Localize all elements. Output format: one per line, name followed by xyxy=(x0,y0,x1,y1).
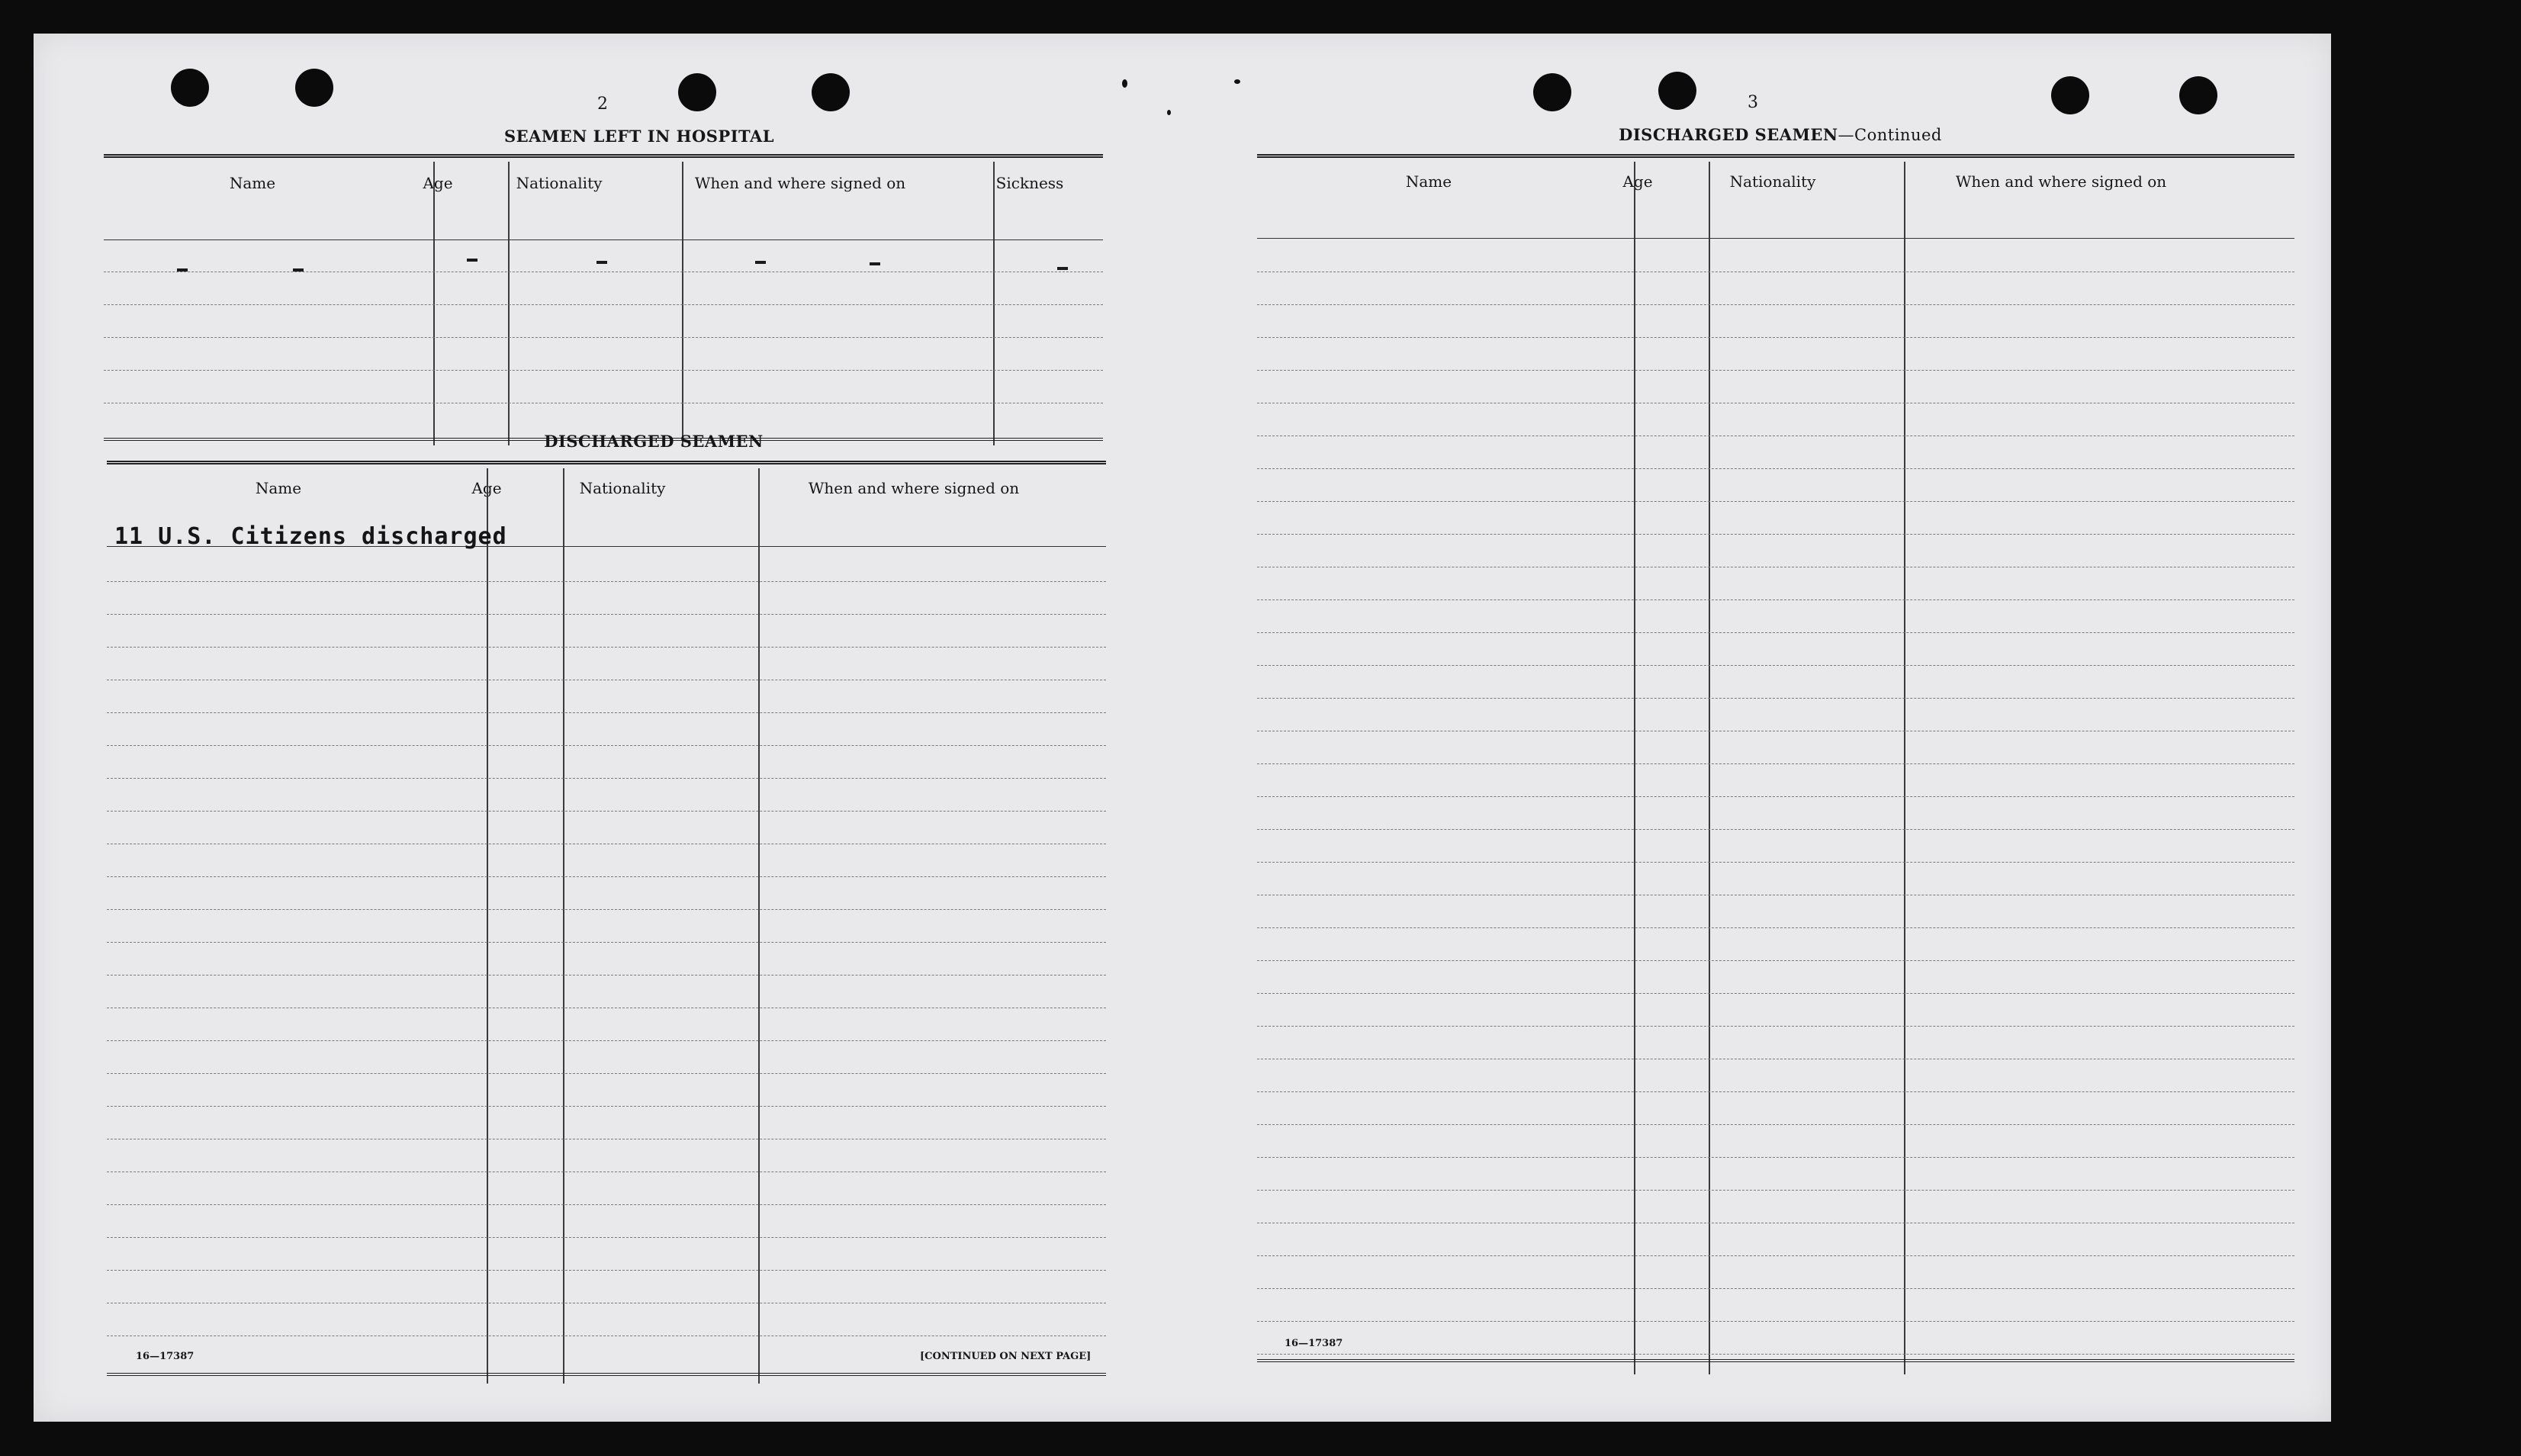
column-divider xyxy=(1634,162,1635,1374)
blank-entry-dash xyxy=(1057,267,1068,270)
punch-hole xyxy=(1658,72,1696,110)
punch-hole xyxy=(171,69,209,107)
punch-hole xyxy=(812,73,850,111)
ink-speck xyxy=(1122,79,1127,88)
table-row xyxy=(104,304,1103,305)
table-row xyxy=(107,647,1106,648)
table-row xyxy=(1257,1026,2294,1027)
table-row xyxy=(104,337,1103,338)
blank-entry-dash xyxy=(870,262,880,265)
table-row xyxy=(107,1040,1106,1041)
table-row xyxy=(1257,534,2294,535)
table-row xyxy=(1257,632,2294,633)
table-row xyxy=(1257,304,2294,305)
hospital-table xyxy=(104,154,1103,444)
punch-hole xyxy=(2051,76,2089,114)
table-row xyxy=(107,876,1106,877)
column-divider xyxy=(758,468,760,1384)
header-rule xyxy=(104,239,1103,240)
table-row xyxy=(1257,698,2294,699)
column-header-name: Name xyxy=(1405,172,1452,191)
document-sheet xyxy=(34,34,2331,1422)
table-row xyxy=(107,942,1106,943)
blank-entry-dash xyxy=(596,261,607,264)
table-row xyxy=(107,1237,1106,1238)
form-number: 16—17387 xyxy=(1285,1338,1343,1349)
column-divider xyxy=(563,468,564,1384)
table-row xyxy=(1257,1354,2294,1355)
blank-entry-dash xyxy=(293,268,304,272)
table-row xyxy=(1257,665,2294,666)
column-header-when-where: When and where signed on xyxy=(694,174,906,192)
discharged-continued-table xyxy=(1257,154,2294,1374)
table-row xyxy=(1257,1157,2294,1158)
discharged-continued-title xyxy=(1567,125,1994,144)
section-title-suffix: —Continued xyxy=(1838,126,1942,144)
table-bottom-rule xyxy=(107,1373,1106,1376)
table-row xyxy=(1257,1091,2294,1092)
table-row xyxy=(107,1204,1106,1205)
continued-note: [CONTINUED ON NEXT PAGE] xyxy=(920,1351,1092,1362)
column-header-name: Name xyxy=(255,479,302,497)
column-divider xyxy=(1904,162,1905,1374)
column-divider xyxy=(487,468,488,1384)
ink-speck xyxy=(1167,110,1171,115)
table-row xyxy=(1257,1288,2294,1289)
table-row xyxy=(107,811,1106,812)
typed-entry: 11 U.S. Citizens discharged xyxy=(114,523,507,550)
punch-hole xyxy=(295,69,333,107)
table-row xyxy=(107,909,1106,910)
table-row xyxy=(1257,1190,2294,1191)
table-row xyxy=(1257,599,2294,600)
table-bottom-rule xyxy=(1257,1359,2294,1362)
table-row xyxy=(1257,337,2294,338)
table-top-rule xyxy=(1257,154,2294,158)
discharged-section-title: DISCHARGED SEAMEN xyxy=(544,432,764,451)
ink-speck xyxy=(1234,79,1240,84)
section-title: DISCHARGED SEAMEN xyxy=(1619,125,1838,144)
table-row xyxy=(1257,796,2294,797)
page-number: 3 xyxy=(1748,93,1758,112)
table-row xyxy=(1257,927,2294,928)
table-row xyxy=(104,370,1103,371)
column-header-age: Age xyxy=(423,174,453,192)
column-header-age: Age xyxy=(1622,172,1653,191)
hospital-section-title: SEAMEN LEFT IN HOSPITAL xyxy=(503,127,775,146)
table-row xyxy=(1257,468,2294,469)
table-row xyxy=(107,1270,1106,1271)
form-number: 16—17387 xyxy=(136,1351,195,1362)
column-divider xyxy=(1709,162,1710,1374)
column-header-when-where: When and where signed on xyxy=(808,479,1020,497)
column-header-when-where: When and where signed on xyxy=(1955,172,2167,191)
page-number: 2 xyxy=(597,95,608,114)
punch-hole xyxy=(678,73,716,111)
table-row xyxy=(107,712,1106,713)
column-header-sickness: Sickness xyxy=(995,174,1064,192)
discharged-table xyxy=(107,461,1106,1384)
table-row xyxy=(107,745,1106,746)
header-rule xyxy=(1257,238,2294,239)
table-row xyxy=(107,778,1106,779)
table-row xyxy=(107,614,1106,615)
table-row xyxy=(1257,993,2294,994)
table-row xyxy=(1257,1124,2294,1125)
blank-entry-dash xyxy=(177,268,188,272)
table-row xyxy=(1257,1255,2294,1256)
table-row xyxy=(107,1073,1106,1074)
column-header-age: Age xyxy=(471,479,502,497)
table-row xyxy=(1257,1321,2294,1322)
table-row xyxy=(1257,960,2294,961)
table-row xyxy=(107,1106,1106,1107)
table-row xyxy=(1257,763,2294,764)
table-top-rule xyxy=(107,461,1106,464)
table-row xyxy=(1257,501,2294,502)
column-header-nationality: Nationality xyxy=(1729,172,1816,191)
column-header-nationality: Nationality xyxy=(579,479,666,497)
blank-entry-dash xyxy=(467,259,478,262)
column-header-nationality: Nationality xyxy=(516,174,603,192)
punch-hole xyxy=(2179,76,2217,114)
table-row xyxy=(107,1335,1106,1336)
punch-hole xyxy=(1533,73,1571,111)
table-row xyxy=(107,581,1106,582)
table-top-rule xyxy=(104,154,1103,158)
table-row xyxy=(1257,370,2294,371)
table-row xyxy=(1257,862,2294,863)
table-row xyxy=(1257,829,2294,830)
column-header-name: Name xyxy=(229,174,276,192)
blank-entry-dash xyxy=(755,261,766,264)
